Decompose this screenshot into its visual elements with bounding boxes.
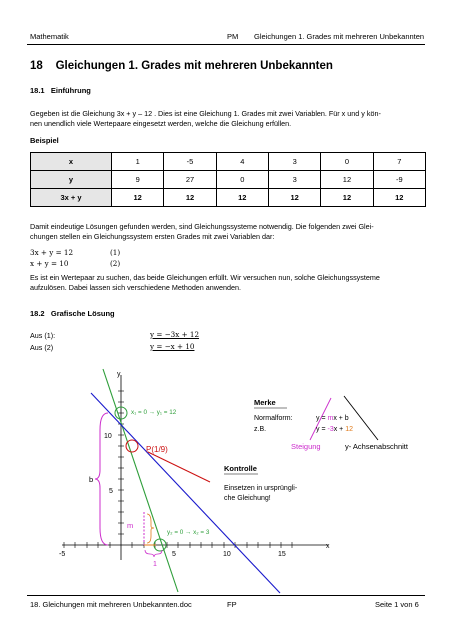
y-axis-label: y — [117, 371, 121, 378]
zb-formula: y = -3x + 12 — [316, 426, 353, 433]
footer-author: FP — [227, 600, 237, 609]
table-cell: 3 — [268, 153, 320, 171]
table-cell: -5 — [164, 153, 216, 171]
table-cell: 3 — [268, 171, 320, 189]
method-paragraph: Es ist ein Wertepaar zu suchen, das beide Gleichungen erfüllt. Wir versuchen nun, solche Gleichungssysteme aufzulösen. Dabei lassen sich verschiedene Methoden anwenden. — [30, 273, 380, 292]
x-axis-label: x — [326, 543, 330, 550]
m-label: m — [127, 521, 134, 530]
header-subject: Mathematik — [30, 32, 69, 41]
from-1-label: Aus (1): — [30, 331, 56, 340]
header-author: PM — [227, 32, 239, 41]
intersection-label: P(1/9) — [146, 445, 168, 454]
equation-2-number: (2) — [110, 259, 121, 268]
equation-1: 3x + y = 12 — [30, 248, 74, 257]
table-cell: 4 — [216, 153, 268, 171]
table-cell: y — [31, 171, 112, 189]
achsenabschnitt-label: y- Achsenabschnitt — [345, 442, 408, 451]
table-cell: 12 — [373, 189, 425, 207]
zb-label: z.B. — [254, 426, 267, 433]
table-cell: 9 — [112, 171, 164, 189]
section-heading-einfuehrung: 18.1 Einführung — [30, 86, 91, 95]
table-cell: x — [31, 153, 112, 171]
equation-1-number: (1) — [110, 248, 121, 257]
pointer-arrow — [148, 452, 210, 482]
intersection-marker — [126, 440, 138, 452]
intro-paragraph: Gegeben ist die Gleichung 3x + y – 12 . Dies ist eine Gleichung 1. Grades mit zwei Variablen. Für x und y kön- nen unendlich viele Wertepaare eingesetzt werden, welche die Gleichung erfüllen. — [30, 109, 381, 128]
from-2-label: Aus (2) — [30, 343, 54, 352]
table-cell: 7 — [373, 153, 425, 171]
tick-label-x-10: 10 — [223, 551, 231, 558]
table-cell: 3x + y — [31, 189, 112, 207]
table-cell: 12 — [164, 189, 216, 207]
from-2-equation: y = −x + 10 — [150, 342, 195, 351]
kontrolle-title: Kontrolle — [224, 464, 257, 473]
x-ticks — [64, 542, 292, 548]
tick-label-x-neg5: -5 — [59, 551, 66, 558]
kontrolle-line-2: che Gleichung! — [224, 495, 271, 502]
table-cell: 27 — [164, 171, 216, 189]
tick-label-x-15: 15 — [278, 551, 286, 558]
normalform-label: Normalform: — [254, 415, 293, 422]
line-equation-2 — [91, 393, 280, 593]
footer-page-number: Seite 1 von 6 — [375, 600, 419, 609]
table-cell: -9 — [373, 171, 425, 189]
tick-label-y-5: 5 — [109, 488, 113, 495]
normalform-formula: y = mx + b — [316, 415, 349, 422]
kontrolle-line-1: Einsetzen in ursprüngli- — [224, 485, 298, 492]
table-cell: 12 — [321, 189, 373, 207]
achsen-arrow — [344, 396, 378, 440]
line-equation-1 — [103, 369, 178, 592]
system-paragraph: Damit eindeutige Lösungen gefunden werden, sind Gleichungssysteme notwendig. Die folgenden zwei Glei- chungen stellen ein Gleichungssystem ersten Grades mit zwei Variablen dar: — [30, 222, 374, 241]
chapter-title: 18 Gleichungen 1. Grades mit mehreren Unbekannten — [30, 60, 333, 72]
tick-label-y-10: 10 — [104, 433, 112, 440]
from-1-equation: y = −3x + 12 — [150, 330, 200, 339]
tick-label-x-5: 5 — [172, 551, 176, 558]
table-cell: 0 — [216, 171, 268, 189]
table-cell: 1 — [112, 153, 164, 171]
blue-intercept-label: y₂ = 0 → x₂ = 3 — [167, 529, 210, 536]
steigung-label: Steigung — [291, 442, 321, 451]
equation-2: x + y = 10 — [30, 259, 69, 268]
one-label: 1 — [153, 561, 157, 568]
footer-filename: 18. Gleichungen mit mehreren Unbekannten.doc — [30, 600, 192, 609]
footer-rule — [27, 595, 425, 596]
table-cell: 12 — [321, 171, 373, 189]
example-label: Beispiel — [30, 136, 59, 145]
table-cell: 12 — [112, 189, 164, 207]
table-cell: 12 — [216, 189, 268, 207]
table-cell: 0 — [321, 153, 373, 171]
merke-title: Merke — [254, 398, 276, 407]
table-cell: 12 — [268, 189, 320, 207]
section-heading-grafische-loesung: 18.2 Grafische Lösung — [30, 309, 115, 318]
b-label: b — [89, 475, 94, 484]
header-title: Gleichungen 1. Grades mit mehreren Unbekannten — [254, 32, 425, 41]
green-intercept-label: x₁ = 0 → y₁ = 12 — [131, 409, 177, 416]
